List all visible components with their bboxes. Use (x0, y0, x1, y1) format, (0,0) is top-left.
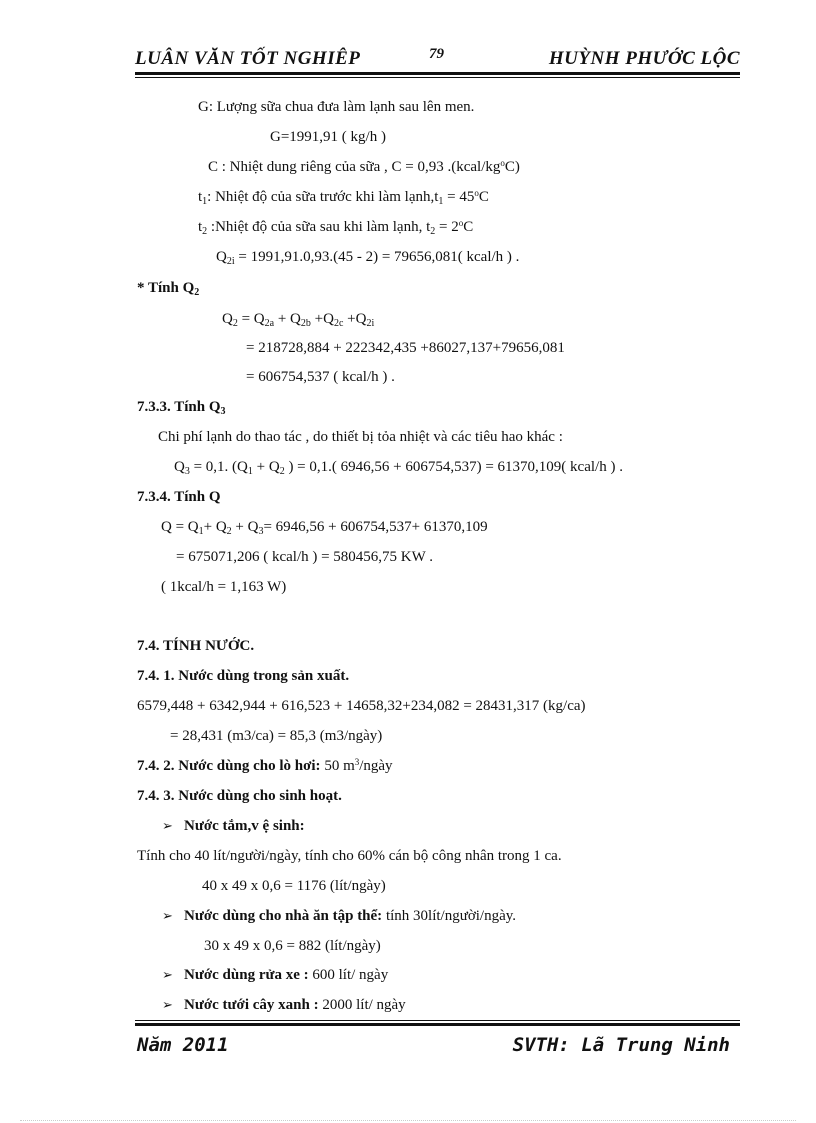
t1-definition: $t_1$: Nhiệt độ của sữa trước khi làm $lạnh,t_1 = 45^oC$ (198, 188, 489, 207)
tree-watering: ➢ Nước tưới cây xanh : 2000 lít/ ngày (162, 997, 406, 1013)
heading-7-3-3: 7.3.3. Tính $Q_3$ (137, 399, 226, 417)
bath-water-title: ➢ Nước tắm,v ệ sinh: (162, 818, 305, 834)
arrow-bullet-icon: ➢ (162, 818, 173, 833)
q-total: = 675071,206 ( kcal/h ) = 580456,75 KW . (176, 549, 434, 565)
footer-rule-thin (135, 1020, 740, 1021)
heading-7-4-1: 7.4. 1. Nước dùng trong sản xuất. (137, 668, 350, 684)
page-header (135, 46, 740, 72)
g-definition: G: Lượng sữa chua đưa làm lạnh sau lên men. (198, 99, 475, 115)
page-bottom-dotted-line (20, 1120, 796, 1121)
g-value: G=1991,91 ( kg/h ) (270, 129, 386, 145)
thesis-title: LUÂN VĂN TỐT NGHIÊP (135, 48, 361, 69)
production-water-conversion: = 28,431 (m3/ca) = 85,3 (m3/ngày) (170, 728, 383, 744)
author-name: HUỲNH PHƯỚC LỘC (548, 48, 740, 69)
q2-total: = 606754,537 ( kcal/h ) . (246, 369, 395, 385)
page-number: 79 (429, 46, 444, 62)
q-equation: $Q = Q_1+ Q_2 + Q_3= 6946,56 + 606754,537+ 61370,109$ (161, 519, 488, 537)
q3-equation: $Q_3 = 0,1$. ($Q_1 + Q_2$ ) = 0,1.( 6946,56 + 606754,537) = 61370,109( kcal/h ) . (174, 459, 623, 477)
heading-7-3-4: 7.3.4. Tính Q (137, 489, 221, 505)
arrow-bullet-icon: ➢ (162, 967, 173, 982)
heading-7-4-3: 7.4. 3. Nước dùng cho sinh hoạt. (137, 788, 342, 804)
header-rule-thin (135, 77, 740, 78)
bath-water-description: Tính cho 40 lít/người/ngày, tính cho 60% cán bộ công nhân trong 1 ca. (137, 848, 562, 864)
canteen-water-calculation: 30 x 49 x 0,6 = 882 (lít/ngày) (204, 938, 381, 954)
production-water-sum: 6579,448 + 6342,944 + 616,523 + 14658,32+234,082 = 28431,317 (kg/ca) (137, 698, 586, 714)
q2-equation: $Q_2 = Q_{2a} + Q_{2b} +Q_{2c} +Q_{2i}$ (222, 311, 375, 329)
car-wash-water: ➢ Nước dùng rửa xe : 600 lít/ ngày (162, 967, 389, 983)
canteen-water: ➢ Nước dùng cho nhà ăn tập thể: tính 30lít/người/ngày. (162, 908, 517, 924)
q3-description: Chi phí lạnh do thao tác , do thiết bị tỏa nhiệt và các tiêu hao khác : (158, 429, 563, 445)
header-rule-thick (135, 72, 740, 75)
footer-student: SVTH: Lã Trung Ninh (512, 1034, 730, 1056)
bath-water-calculation: 40 x 49 x 0,6 = 1176 (lít/ngày) (202, 878, 386, 894)
footer-rule-thick (135, 1023, 740, 1026)
c-definition: C : Nhiệt dung riêng của sữa , C = 0,93 $.(kcal/kg^oC)$ (208, 158, 520, 175)
t2-definition: $t_2$ :Nhiệt độ của sữa sau khi làm lạnh, $t_2 = 2^oC$ (198, 218, 474, 237)
q2i-equation: $Q_{2i} = 1991,91.0,93.(45 - 2) = 79656,081$( kcal/h ) . (216, 249, 520, 267)
heading-tinh-q2: * Tính $Q_2$ (137, 280, 200, 298)
arrow-bullet-icon: ➢ (162, 908, 173, 923)
heading-7-4: 7.4. TÍNH NƯỚC. (137, 638, 255, 654)
q2-sum: = 218728,884 + 222342,435 +86027,137+79656,081 (246, 340, 565, 356)
footer-year: Năm 2011 (137, 1034, 229, 1056)
boiler-water: 7.4. 2. Nước dùng cho lò hơi: 50 $m^3$/ngày (137, 757, 393, 774)
arrow-bullet-icon: ➢ (162, 997, 173, 1012)
unit-conversion: ( 1kcal/h = 1,163 W) (161, 579, 287, 595)
